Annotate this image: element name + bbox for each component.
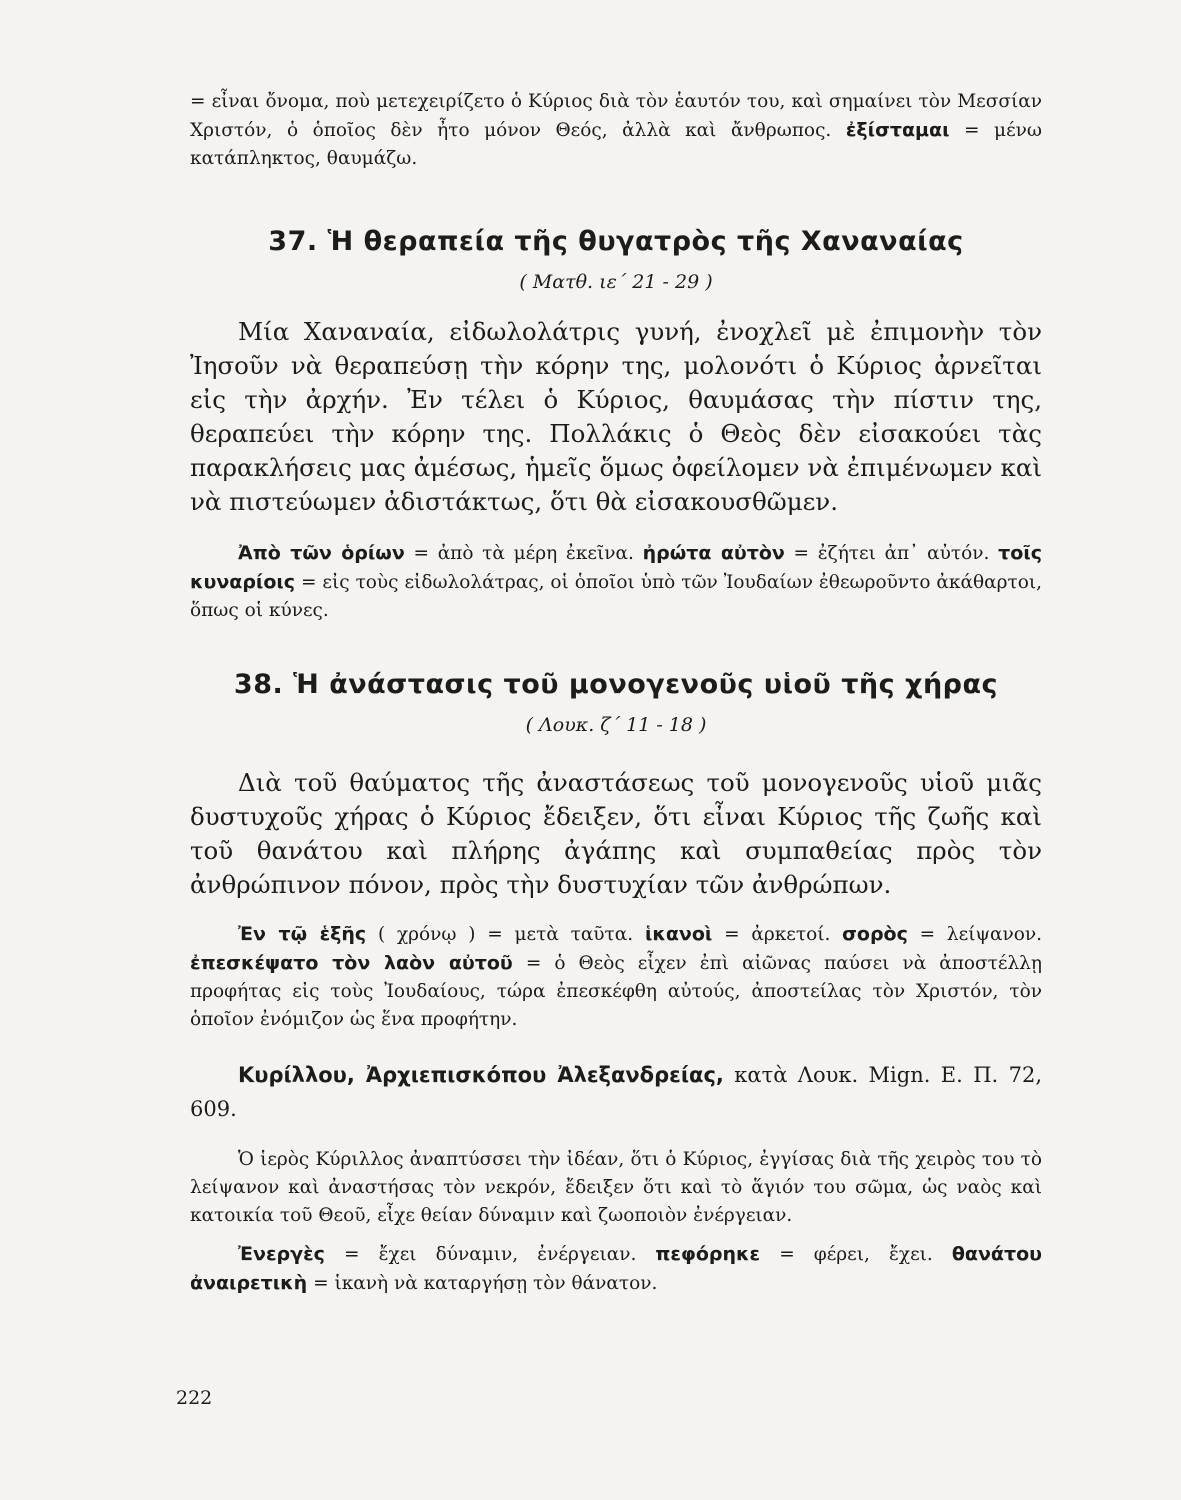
gloss-term: ἱκανοὶ: [644, 923, 713, 945]
source-reference: κατὰ Λουκ. Mign. E. Π. 72, 609.: [190, 1063, 1042, 1121]
gloss-term: ἐπεσκέψατο τὸν λαὸν αὐτοῦ: [190, 952, 513, 974]
section-37-glosses: [190, 539, 1042, 625]
gloss-term: Ἐν τῷ ἑξῆς: [238, 923, 367, 945]
gloss-definition: = λείψανον.: [919, 924, 1042, 945]
section-38-glosses: [190, 920, 1042, 1034]
gloss-definition: ( χρόνῳ ) = μετὰ ταῦτα.: [377, 924, 634, 945]
intro-paragraph: [190, 88, 1042, 172]
gloss-term: Ἀπὸ τῶν ὁρίων: [238, 542, 405, 564]
gloss-definition: = ἀπὸ τὰ μέρη ἐκεῖνα.: [413, 543, 634, 564]
gloss-definition: = ὁ Θεὸς εἶχεν ἐπὶ αἰῶνας παύσει νὰ ἀποστέλλῃ προφήτας εἰς τοὺς Ἰουδαίους, τώρα ἐπεσκέφθη αὐτούς, ἀποστείλας τὸν Χριστόν, τὸν ὁποῖον ἐνόμιζον ὡς ἕνα προφήτην.: [190, 953, 1042, 1030]
gloss-definition: = φέρει, ἔχει.: [779, 1244, 933, 1265]
section-38-body: Διὰ τοῦ θαύματος τῆς ἀναστάσεως τοῦ μονογενοῦς υἱοῦ μιᾶς δυστυχοῦς χήρας ὁ Κύριος ἔδειξεν, ὅτι εἶναι Κύριος τῆς ζωῆς καὶ τοῦ θανάτου καὶ πλήρης ἀγάπης καὶ συμπαθείας πρὸς τὸν ἀνθρώπινον πόνον, πρὸς τὴν δυστυχίαν τῶν ἀνθρώπων.: [190, 768, 1042, 899]
section-37-heading: 37. Ἡ θεραπεία τῆς θυγατρὸς τῆς Χαναναίας: [268, 226, 964, 257]
gloss-definition: = ἱκανὴ νὰ καταργήσῃ τὸν θάνατον.: [313, 1273, 658, 1294]
section-37-body: Μία Χαναναία, εἰδωλολάτρις γυνή, ἐνοχλεῖ μὲ ἐπιμονὴν τὸν Ἰησοῦν νὰ θεραπεύσῃ τὴν κόρην της, μολονότι ὁ Κύριος ἀρνεῖται εἰς τὴν ἀρχήν. Ἐν τέλει ὁ Κύριος, θαυμάσας τὴν πίστιν της, θεραπεύει τὴν κόρην της. Πολλάκις ὁ Θεὸς δὲν εἰσακούει τὰς παρακλήσεις μας ἀμέσως, ἡμεῖς ὅμως ὀφείλομεν νὰ ἐπιμένωμεν καὶ νὰ πιστεύωμεν ἀδιστάκτως, ὅτι θὰ εἰσακουσθῶμεν.: [190, 317, 1042, 516]
gloss-definition: = ἐζήτει ἀπ᾽ αὐτόν.: [793, 543, 990, 564]
section-38-heading: 38. Ἡ ἀνάστασις τοῦ μονογενοῦς υἱοῦ τῆς χήρας: [233, 669, 999, 700]
gloss-term: ἠρώτα αὐτὸν: [642, 542, 785, 564]
gloss-definition: = ἔχει δύναμιν, ἐνέργειαν.: [344, 1244, 637, 1265]
section-38-reference: ( Λουκ. ζ΄ 11 - 18 ): [525, 714, 707, 736]
gloss-term: τοῖς κυναρίοις: [190, 542, 1042, 593]
intro-text: = εἶναι ὄνομα, ποὺ μετεχειρίζετο ὁ Κύριος διὰ τὸν ἑαυτόν του, καὶ σημαίνει τὸν Μεσσίαν Χριστόν, ὁ ὁποῖος δὲν ἦτο μόνον Θεός, ἀλλὰ καὶ ἄνθρωπος.: [190, 91, 1042, 141]
commentary-glosses: [190, 1240, 1042, 1298]
source-author: Κυρίλλου, Ἀρχιεπισκόπου Ἀλεξανδρείας,: [238, 1063, 724, 1087]
page-content: [190, 88, 1042, 1298]
gloss-definition: = εἰς τοὺς εἰδωλολάτρας, οἱ ὁποῖοι ὑπὸ τῶν Ἰουδαίων ἐθεωροῦντο ἀκάθαρτοι, ὅπως οἱ κύνες.: [190, 572, 1042, 621]
gloss-term: θανάτου ἀναιρετικὴ: [190, 1243, 1042, 1294]
page-number: 222: [176, 1387, 213, 1409]
gloss-term: σορὸς: [842, 923, 908, 945]
commentary-paragraph: Ὁ ἱερὸς Κύριλλος ἀναπτύσσει τὴν ἰδέαν, ὅτι ὁ Κύριος, ἐγγίσας διὰ τῆς χειρὸς του τὸ λείψανον καὶ ἀναστήσας τὸν νεκρόν, ἔδειξεν ὅτι καὶ τὸ ἅγιόν του σῶμα, ὡς ναὸς καὶ κατοικία τοῦ Θεοῦ, εἶχε θείαν δύναμιν καὶ ζωοποιὸν ἐνέργειαν.: [190, 1149, 1042, 1226]
gloss-term: ἐξίσταμαι: [845, 119, 950, 141]
gloss-definition: = ἀρκετοί.: [724, 924, 831, 945]
gloss-definition: = μένω κατάπληκτος, θαυμάζω.: [190, 120, 1042, 169]
section-37-reference: ( Ματθ. ιε΄ 21 - 29 ): [519, 271, 713, 293]
source-citation: [190, 1058, 1042, 1126]
gloss-term: Ἐνεργὲς: [238, 1243, 325, 1265]
gloss-term: πεφόρηκε: [655, 1243, 761, 1265]
